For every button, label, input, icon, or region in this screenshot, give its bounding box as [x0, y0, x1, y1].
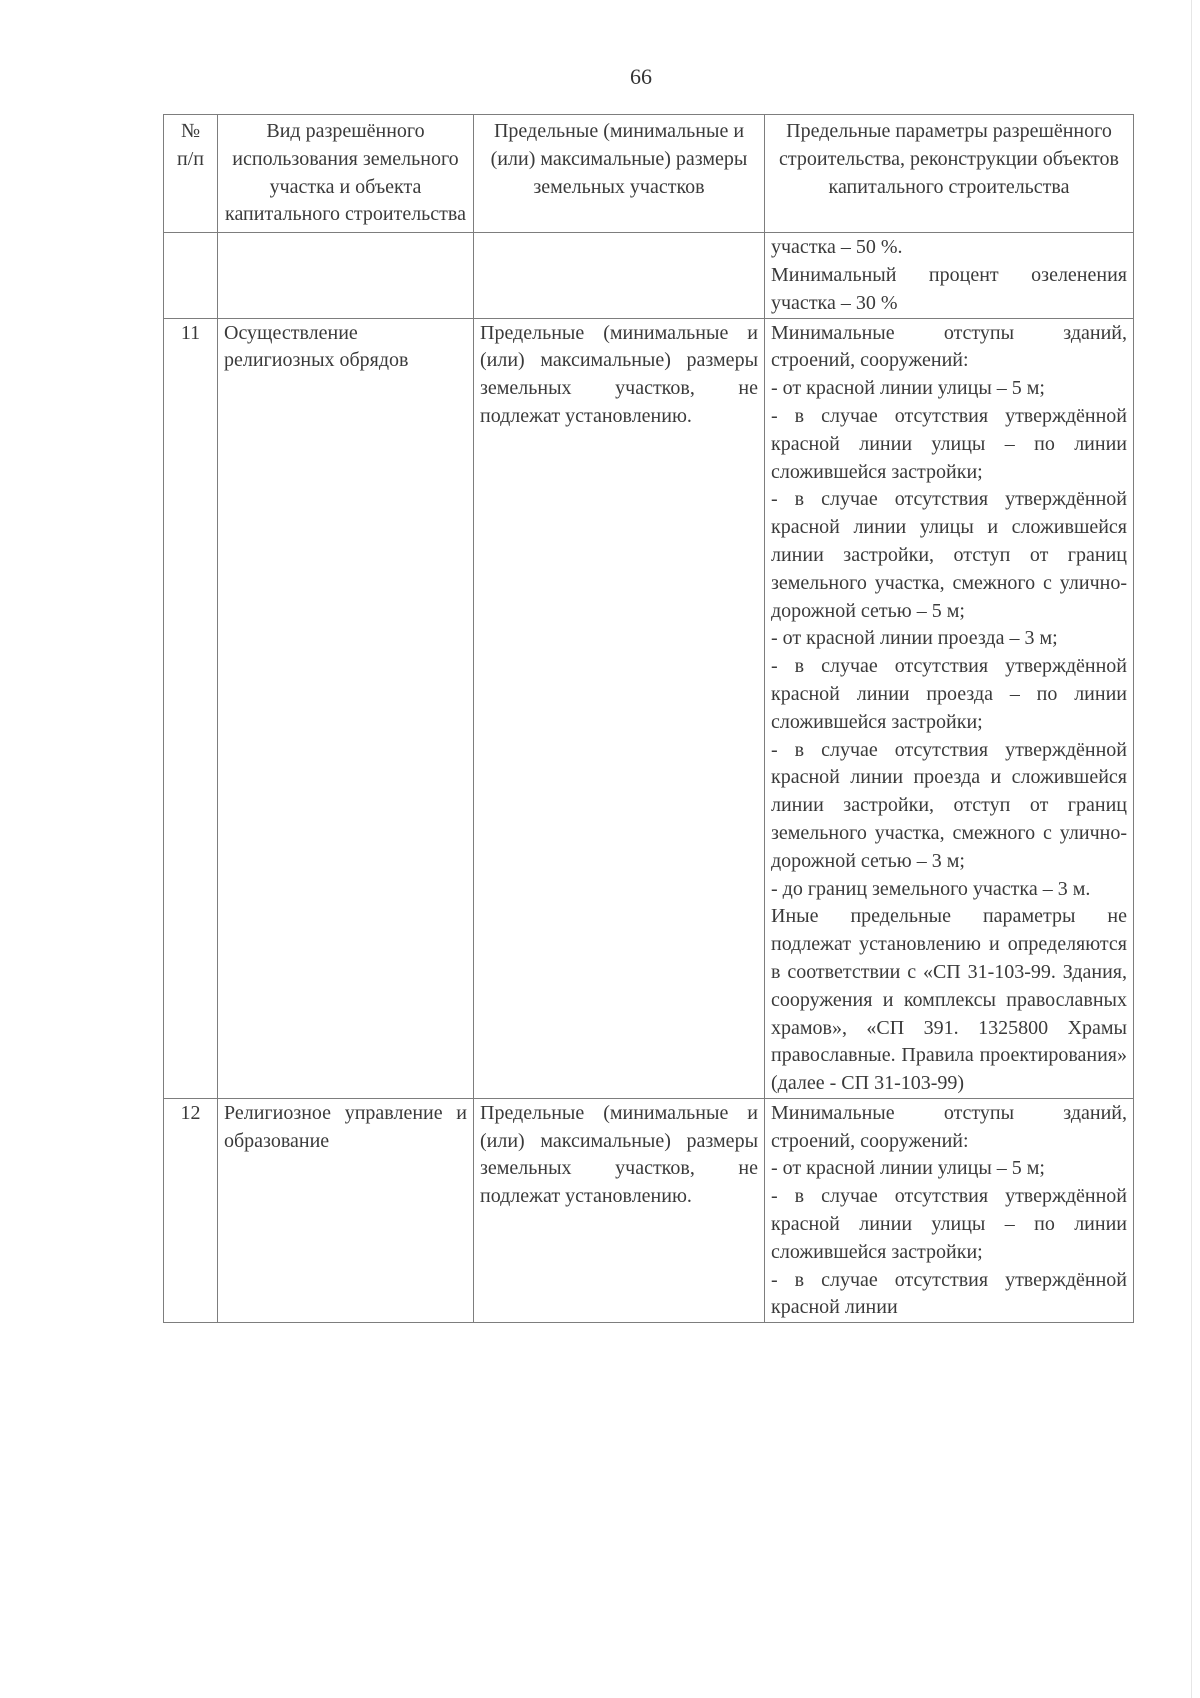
scan-edge-line: [1191, 0, 1192, 1698]
row-params: Минимальные отступы зданий, строений, сооружений: - от красной линии улицы – 5 м; - в случае отсутствия утверждённой красной линии улицы – по линии сложившейся застройки; - в случае отсутствия утверждённой красной линии: [765, 1098, 1134, 1322]
row-plot-sizes: [474, 233, 765, 318]
header-plot-sizes: Предельные (минимальные и (или) максимальные) размеры земельных участков: [474, 115, 765, 233]
row-plot-sizes: Предельные (минимальные и (или) максимальные) размеры земельных участков, не подлежат установлению.: [474, 1098, 765, 1322]
row-num: 12: [164, 1098, 218, 1322]
header-use-type: Вид разрешённого использования земельного участка и объекта капитального строительства: [218, 115, 474, 233]
row-use-type: Религиозное управление и образование: [218, 1098, 474, 1322]
table-row: [164, 233, 1134, 318]
table-row: [164, 1098, 1134, 1322]
header-params: Предельные параметры разрешённого строительства, реконструкции объектов капитального строительства: [765, 115, 1134, 233]
row-params: участка – 50 %. Минимальный процент озеленения участка – 30 %: [765, 233, 1134, 318]
zoning-parameters-table: [163, 114, 1134, 1323]
page-number: 66: [630, 64, 652, 89]
table-row: [164, 318, 1134, 1098]
row-num: 11: [164, 318, 218, 1098]
row-num: [164, 233, 218, 318]
table-header-row: [164, 115, 1134, 233]
row-plot-sizes: Предельные (минимальные и (или) максимальные) размеры земельных участков, не подлежат установлению.: [474, 318, 765, 1098]
row-use-type: [218, 233, 474, 318]
header-num: № п/п: [164, 115, 218, 233]
row-params: Минимальные отступы зданий, строений, сооружений: - от красной линии улицы – 5 м; - в случае отсутствия утверждённой красной линии улицы – по линии сложившейся застройки; - в случае отсутствия утверждённой красной линии улицы и сложившейся линии застройки, отступ от границ земельного участка, смежного с улично-дорожной сетью – 5 м; - от красной линии проезда – 3 м; - в случае отсутствия утверждённой красной линии проезда – по линии сложившейся застройки; - в случае отсутствия утверждённой красной линии проезда и сложившейся линии застройки, отступ от границ земельного участка, смежного с улично-дорожной сетью – 3 м; - до границ земельного участка – 3 м. Иные предельные параметры не подлежат установлению и определяются в соответствии с «СП 31-103-99. Здания, сооружения и комплексы православных храмов», «СП 391. 1325800 Храмы православные. Правила проектирования» (далее - СП 31-103-99): [765, 318, 1134, 1098]
row-use-type: Осуществление религиозных обрядов: [218, 318, 474, 1098]
